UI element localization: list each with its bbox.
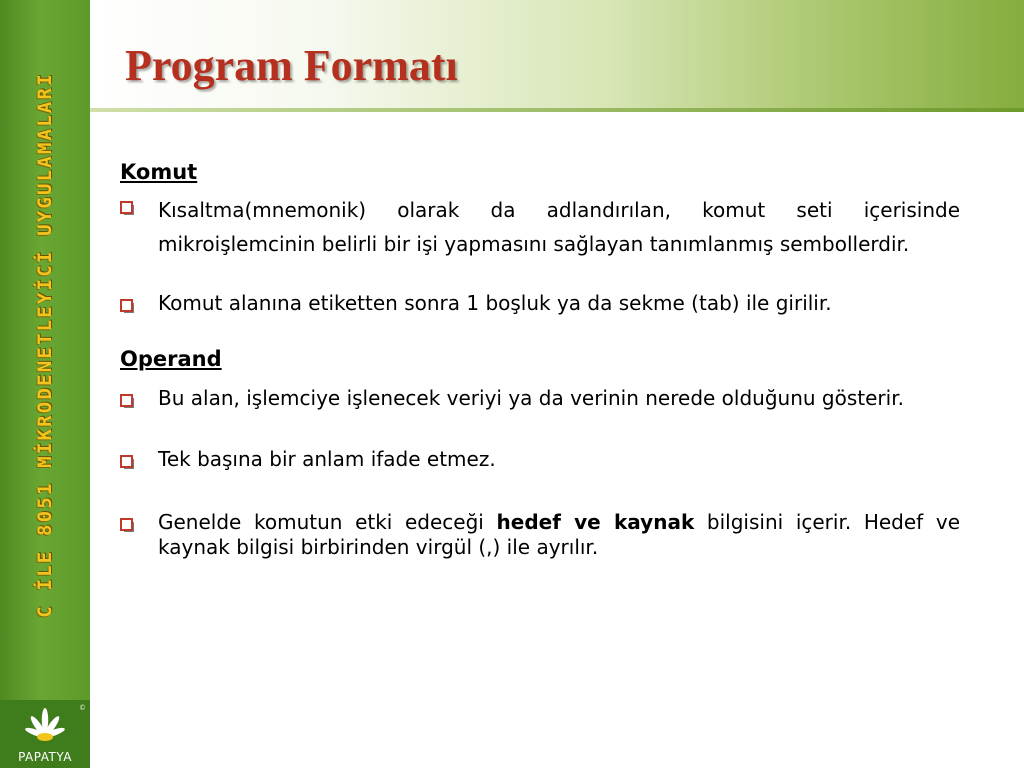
bullet-text: Bu alan, işlemciye işlenecek veriyi ya da verinin nerede olduğunu gösterir. [158,386,904,410]
sidebar [0,0,90,768]
logo-label: PAPATYA [18,750,72,764]
bullet-text-prefix: Genelde komutun etki edeceği [158,510,497,534]
bullet-text: Kısaltma(mnemonik) olarak da adlandırılan, komut seti içerisinde mikroişlemcinin belirli bir işi yapmasını sağlayan tanımlanmış sembollerdir. [158,198,960,256]
bullet-text-bold: hedef ve kaynak [496,510,695,534]
bullet-text: Komut alanına etiketten sonra 1 boşluk ya da sekme (tab) ile girilir. [158,291,832,315]
sidebar-vertical-title: C İLE 8051 MİKRODENETLEYİCİ UYGULAMALARI [34,72,56,618]
hollow-square-bullet-icon [120,201,134,215]
hollow-square-bullet-icon [120,299,134,313]
papatya-logo [0,700,90,768]
slide-title: Program Formatı [125,41,458,90]
copyright-mark: © [79,704,86,712]
list-item [120,447,960,472]
section-heading-operand: Operand [120,347,222,371]
hollow-square-bullet-icon [120,518,134,532]
bullet-text-suffix: bilgisini içerir. Hedef ve kaynak bilgisi birbirinden virgül (,) ile ayrılır. [158,510,961,559]
list-item [120,510,960,560]
bullet-text: Tek başına bir anlam ifade etmez. [158,447,496,471]
list-item [120,291,960,316]
daisy-flower-icon [20,706,70,748]
list-item [120,193,960,261]
bullet-text [158,510,960,560]
hollow-square-bullet-icon [120,455,134,469]
slide-body [120,155,960,560]
section-heading-komut: Komut [120,160,198,184]
header-divider [90,108,1024,112]
list-item [120,386,960,411]
hollow-square-bullet-icon [120,394,134,408]
